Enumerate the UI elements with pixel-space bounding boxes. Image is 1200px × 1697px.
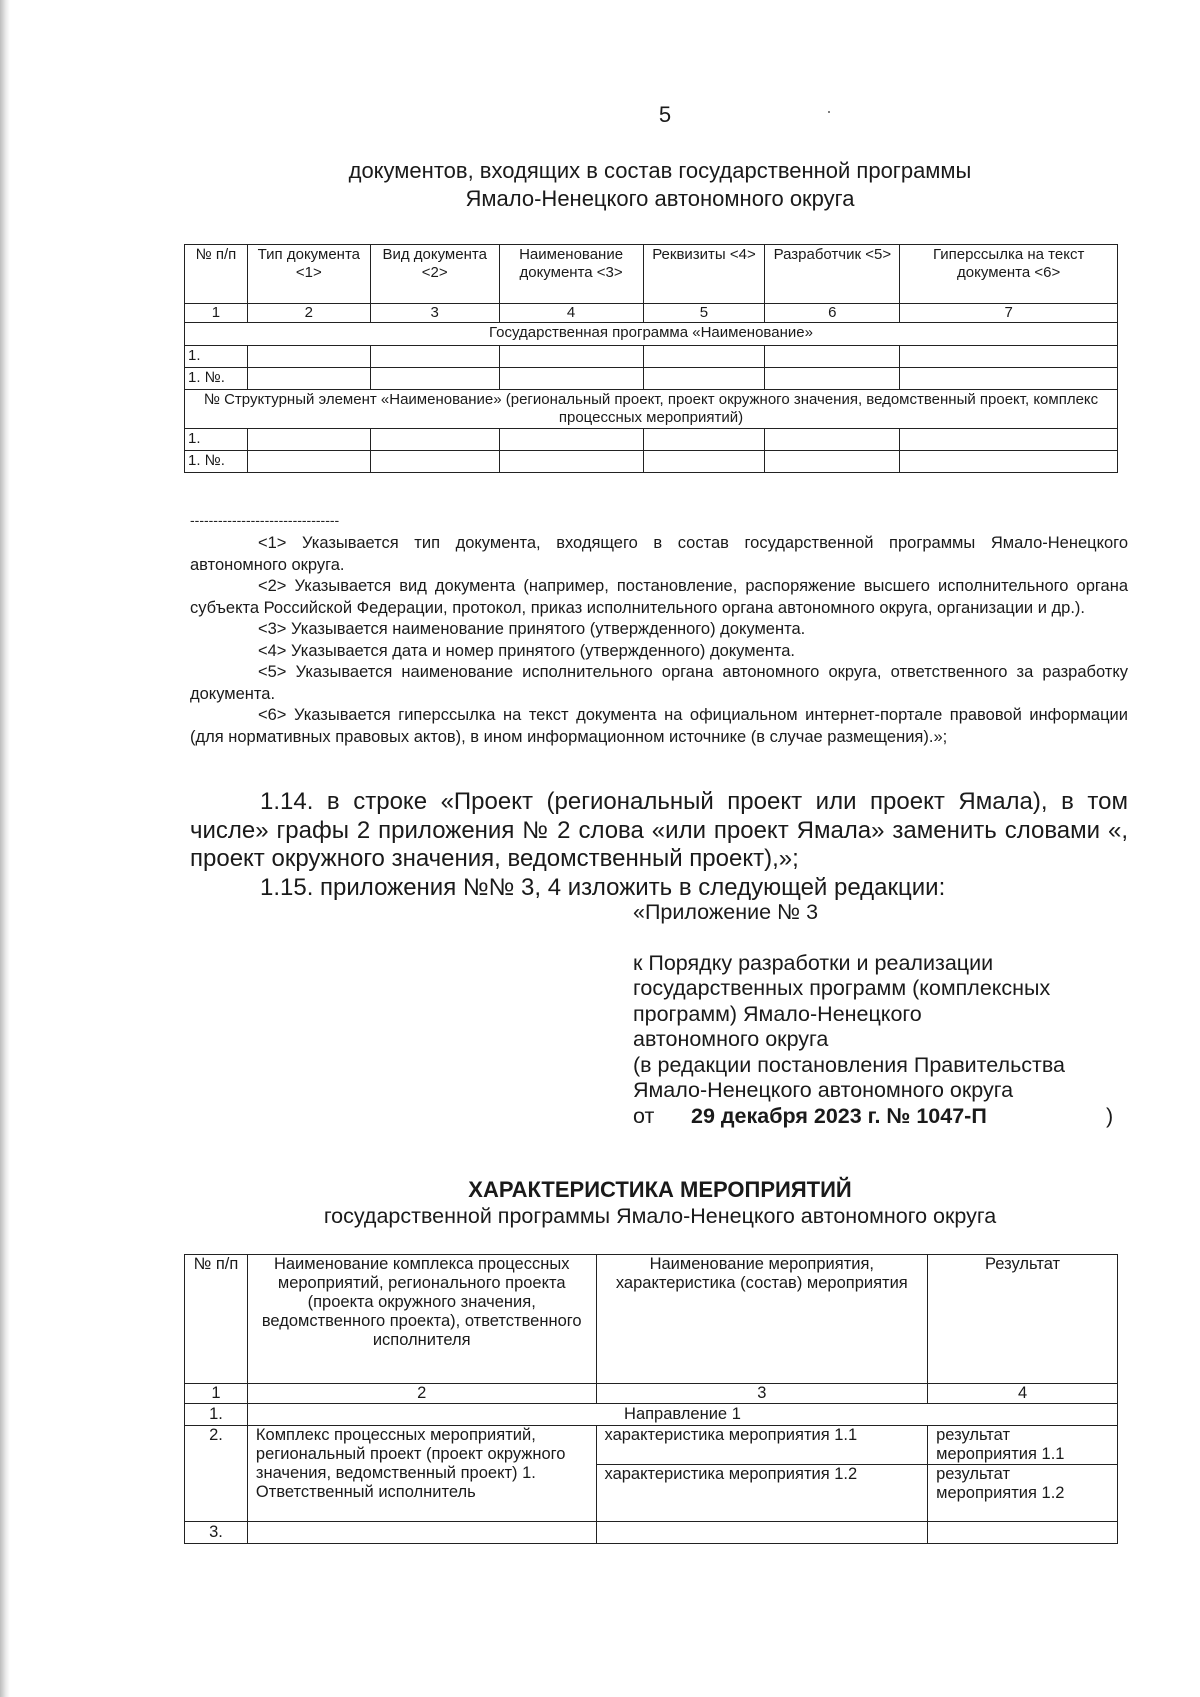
- documents-table: [184, 244, 1118, 473]
- column-number-row: [185, 1384, 1118, 1404]
- column-number: 1: [185, 1384, 248, 1404]
- footnote-3: <3> Указывается наименование принятого (утвержденного) документа.: [258, 620, 806, 638]
- footnote-6: <6> Указывается гиперссылка на текст документа на официальном интернет-портале правовой информации (для нормативных правовых актов), в ином информационном источнике (в случае размещения).»;: [190, 706, 1128, 746]
- appendix-header: [633, 900, 1133, 1130]
- header-cell: Результат: [928, 1255, 1118, 1384]
- column-number: 5: [643, 304, 765, 323]
- header-cell: Разработчик <5>: [765, 245, 900, 304]
- activity-characteristic: характеристика мероприятия 1.1: [596, 1426, 928, 1465]
- column-number: 2: [247, 304, 370, 323]
- column-number: 7: [900, 304, 1118, 323]
- header-cell: № п/п: [185, 1255, 248, 1384]
- row-number: 1. №.: [185, 451, 248, 473]
- appendix-line: программ) Ямало-Ненецкого: [633, 1001, 922, 1026]
- table2-title: [180, 1176, 1140, 1230]
- table1-title-line2: Ямало-Ненецкого автономного округа: [465, 186, 855, 211]
- column-number: 2: [247, 1384, 596, 1404]
- appendix-date-line: [633, 1104, 1133, 1130]
- activity-characteristic: характеристика мероприятия 1.2: [596, 1465, 928, 1522]
- table-row: [185, 1426, 1118, 1465]
- table-row: [185, 1522, 1118, 1544]
- row-number: 2.: [185, 1426, 248, 1522]
- page-number: 5: [658, 102, 672, 127]
- row-number: 1.: [185, 346, 248, 368]
- footnotes: [190, 533, 1128, 748]
- table2-title-main: ХАРАКТЕРИСТИКА МЕРОПРИЯТИЙ: [468, 1177, 852, 1202]
- table-header-row: [185, 1255, 1118, 1384]
- column-number: 4: [928, 1384, 1118, 1404]
- direction-name: Направление 1: [247, 1404, 1117, 1426]
- header-cell: Гиперссылка на текст документа <6>: [900, 245, 1118, 304]
- appendix-line: автономного округа: [633, 1027, 829, 1051]
- complex-name: Комплекс процессных мероприятий, региональный проект (проект окружного значения, ведомственный проект) 1. Ответственный исполнитель: [247, 1426, 596, 1522]
- row-number: 3.: [185, 1522, 248, 1544]
- footnote-2: <2> Указывается вид документа (например, постановление, распоряжение высшего исполнительного органа субъекта Российской Федерации, протокол, приказ исполнительного органа автономного округа, организации и др.).: [190, 577, 1128, 617]
- footnote-1: <1> Указывается тип документа, входящего в состав государственной программы Ямало-Ненецкого автономного округа.: [190, 534, 1128, 574]
- scan-speck: [828, 111, 830, 113]
- table-header-row: [185, 245, 1118, 304]
- column-number-row: [185, 304, 1118, 323]
- appendix-line: к Порядку разработки и реализации: [633, 950, 994, 975]
- structural-element-row: [185, 390, 1118, 429]
- header-cell: Реквизиты <4>: [643, 245, 765, 304]
- activity-result: результат мероприятия 1.2: [928, 1465, 1118, 1522]
- header-cell: Тип документа <1>: [247, 245, 370, 304]
- paragraph-1-15: 1.15. приложения №№ 3, 4 изложить в следующей редакции:: [260, 873, 946, 901]
- column-number: 1: [185, 304, 248, 323]
- program-name: Государственная программа «Наименование»: [185, 323, 1118, 346]
- header-cell: Наименование документа <3>: [499, 245, 643, 304]
- column-number: 3: [370, 304, 499, 323]
- resolution-date: 29 декабря 2023 г. № 1047-П: [691, 1103, 987, 1128]
- row-number: 1. №.: [185, 368, 248, 390]
- column-number: 6: [765, 304, 900, 323]
- header-cell: № п/п: [185, 245, 248, 304]
- table2-title-sub: государственной программы Ямало-Ненецкого автономного округа: [323, 1204, 997, 1228]
- date-prefix: от: [633, 1103, 655, 1128]
- footnote-separator: --------------------------------: [190, 512, 340, 528]
- appendix-title: «Приложение № 3: [633, 900, 819, 924]
- column-number: 4: [499, 304, 643, 323]
- table-row: [185, 451, 1118, 473]
- activities-table: [184, 1254, 1118, 1544]
- header-cell: Вид документа <2>: [370, 245, 499, 304]
- table-row: [185, 368, 1118, 390]
- activity-result: результат мероприятия 1.1: [928, 1426, 1118, 1465]
- row-number: 1.: [185, 429, 248, 451]
- header-cell: Наименование мероприятия, характеристика (состав) мероприятия: [596, 1255, 928, 1384]
- body-text: [190, 788, 1128, 902]
- header-cell: Наименование комплекса процессных мероприятий, регионального проекта (проекта окружного значения, ведомственного проекта), ответственного исполнителя: [247, 1255, 596, 1384]
- appendix-line: государственных программ (комплексных: [633, 976, 1051, 1000]
- footnote-5: <5> Указывается наименование исполнительного органа автономного округа, ответственного за разработку документа.: [190, 663, 1128, 703]
- appendix-line: (в редакции постановления Правительства: [633, 1052, 1066, 1077]
- paragraph-1-14: 1.14. в строке «Проект (региональный проект или проект Ямала), в том числе» графы 2 приложения № 2 слова «или проект Ямала» заменить словами «, проект окружного значения, ведомственный проект),»;: [190, 788, 1128, 872]
- table1-title-line1: документов, входящих в состав государственной программы: [348, 158, 972, 183]
- table-row: [185, 346, 1118, 368]
- program-row: [185, 323, 1118, 346]
- structural-element-name: № Структурный элемент «Наименование» (региональный проект, проект окружного значения, ведомственный проект, комплекс процессных мероприятий): [185, 390, 1118, 429]
- column-number: 3: [596, 1384, 928, 1404]
- table1-title: [180, 157, 1140, 213]
- footnote-4: <4> Указывается дата и номер принятого (утвержденного) документа.: [258, 641, 796, 660]
- table-row: [185, 429, 1118, 451]
- row-number: 1.: [185, 1404, 248, 1426]
- closing-paren: ): [1106, 1103, 1114, 1128]
- direction-row: [185, 1404, 1118, 1426]
- appendix-line: Ямало-Ненецкого автономного округа: [633, 1078, 1014, 1102]
